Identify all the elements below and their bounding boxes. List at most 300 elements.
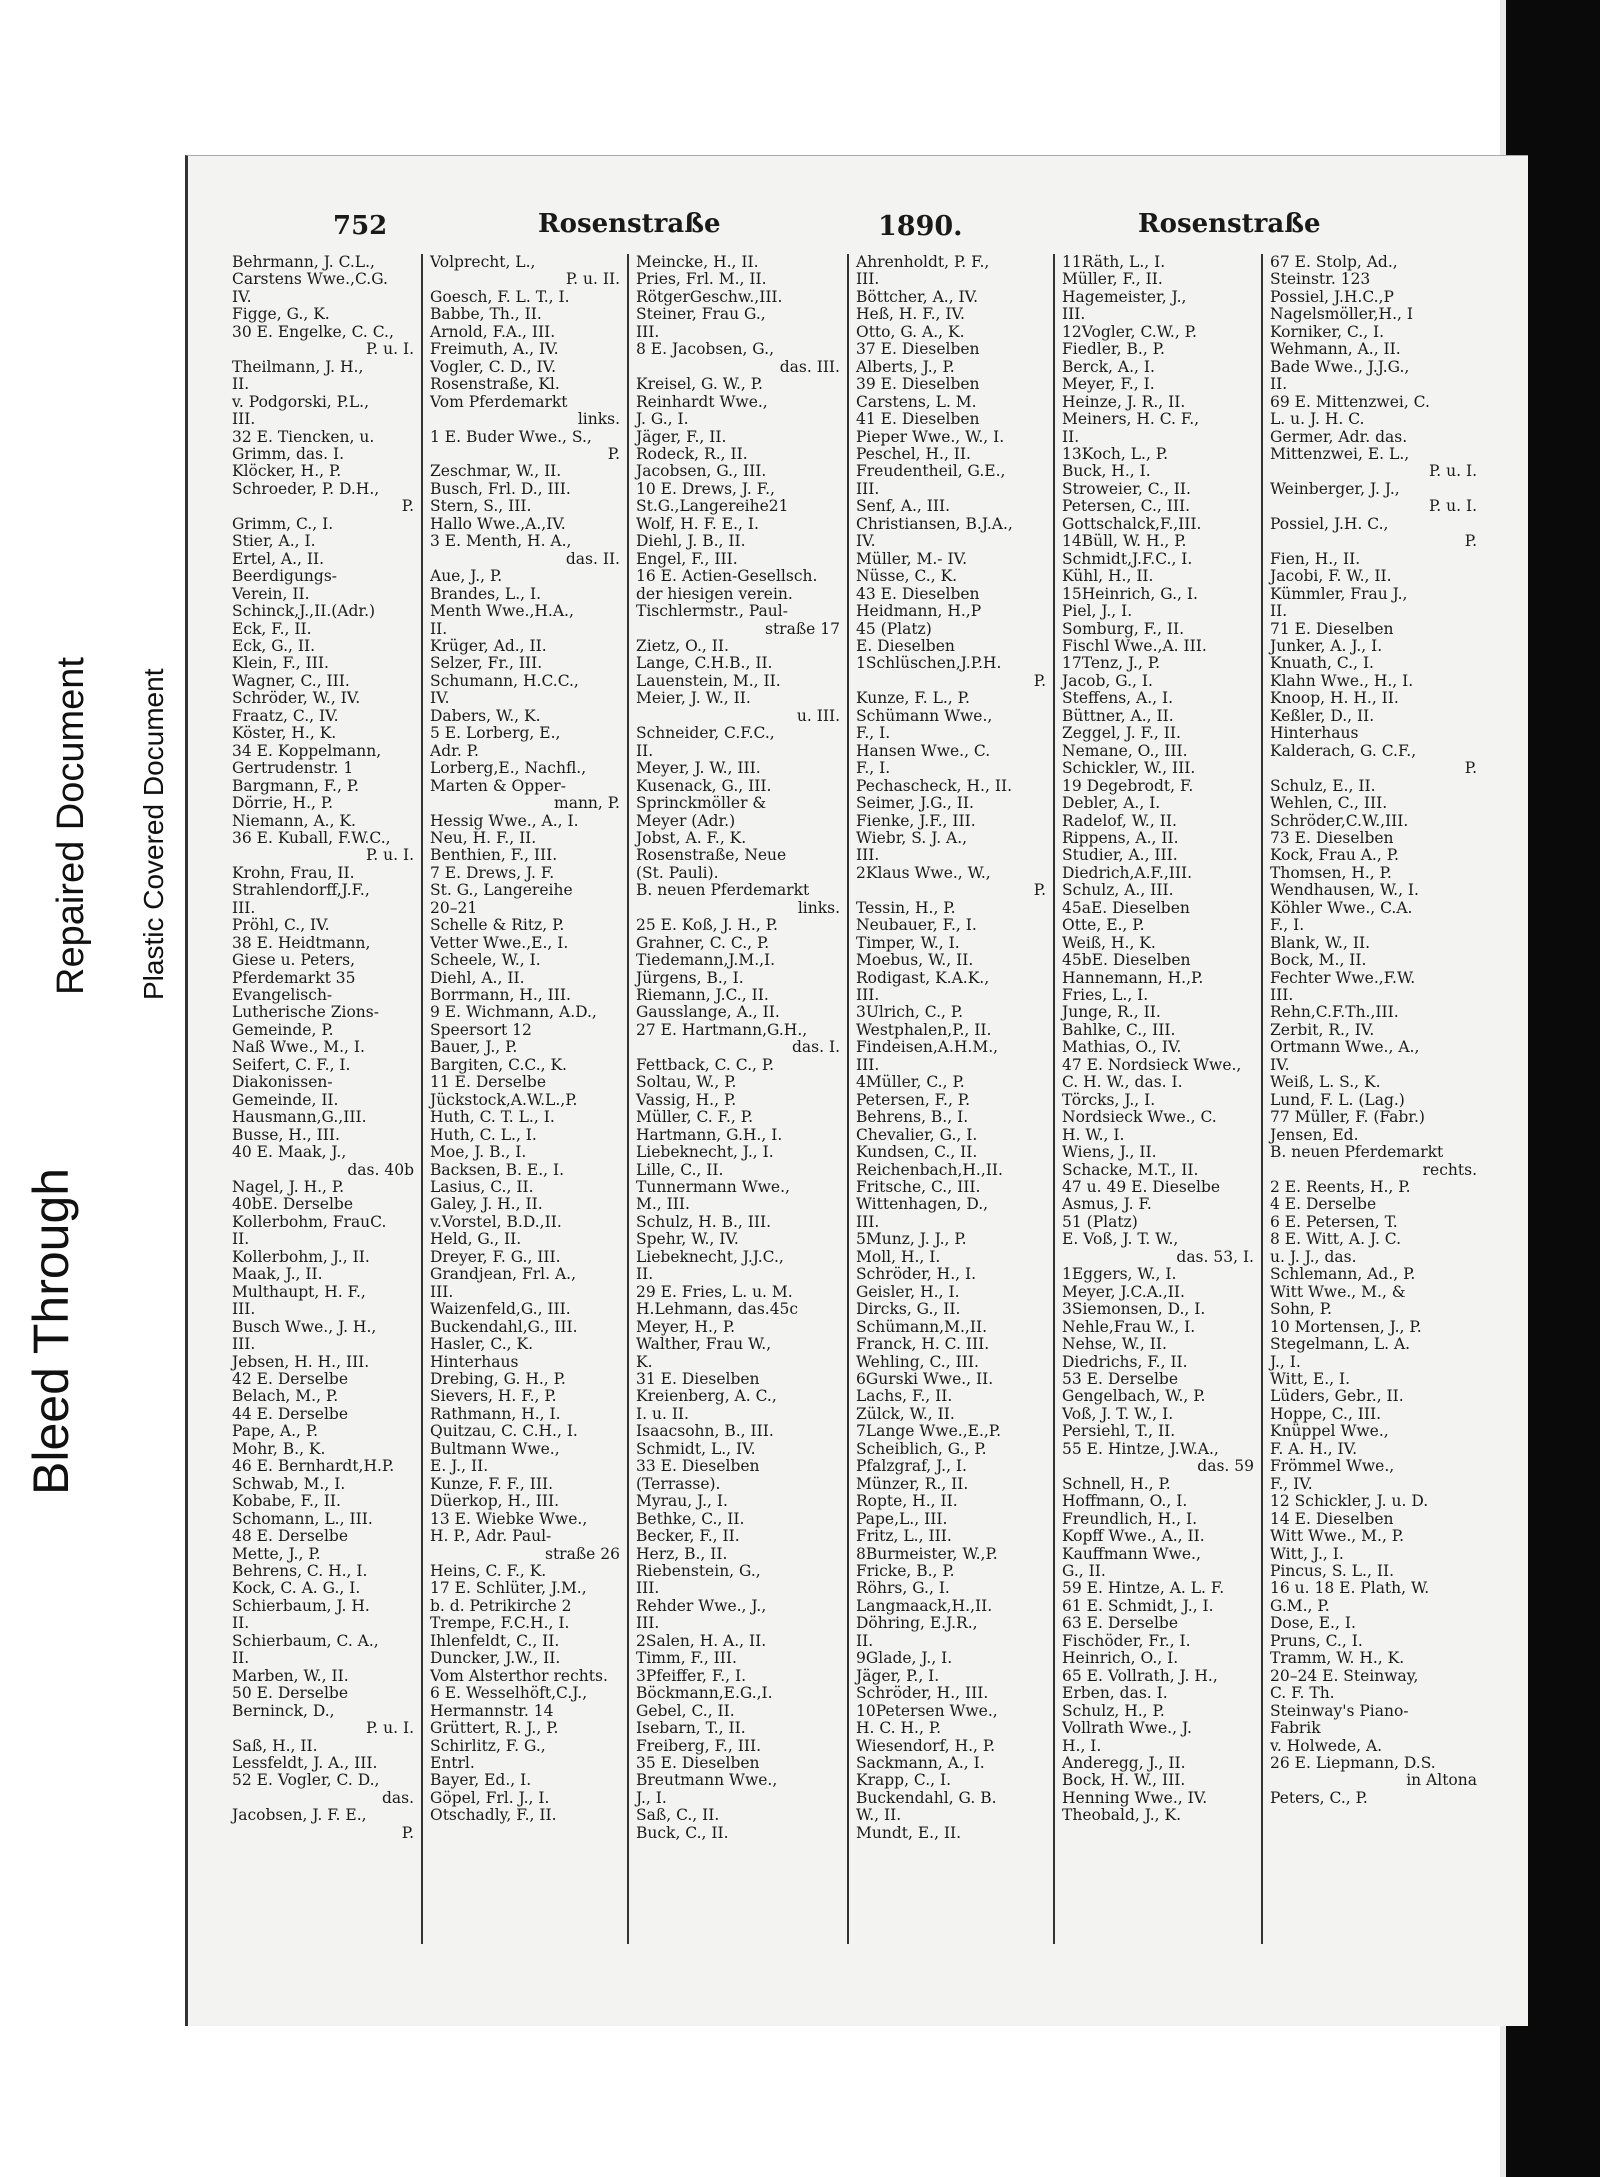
directory-entry: Beerdigungs- [232,567,338,586]
directory-entry: Jacob, G., I. [1062,671,1153,690]
directory-entry: H. W., I. [1062,1125,1125,1144]
directory-entry: 17 E. Schlüter, J.M., [430,1579,587,1598]
directory-entry: Krapp, C., I. [856,1771,952,1790]
directory-entry: Hannemann, H.,P. [1062,968,1204,987]
directory-entry: Schwab, M., I. [232,1474,346,1493]
directory-entry: W., II. [856,1806,902,1825]
directory-entry: 48 E. Derselbe [232,1527,349,1546]
directory-entry: Freimuth, A., IV. [430,340,559,359]
directory-entry: Theilmann, J. H., [232,357,364,376]
directory-entry: Somburg, F., II. [1062,619,1185,638]
directory-entry: Wiens, J., II. [1062,1143,1157,1162]
directory-entry: Knuath, C., I. [1270,654,1374,673]
directory-entry: Hinterhaus [430,1352,519,1371]
directory-entry: Müller, C. F., P. [636,1108,753,1127]
directory-entry: Köster, H., K. [232,724,337,743]
directory-entry: Thomsen, H., P. [1270,863,1392,882]
directory-entry: 39 E. Dieselben [856,375,980,394]
directory-entry: II. [1270,602,1288,621]
directory-entry: Dircks, G., II. [856,1300,961,1319]
directory-entry: Kobabe, F., II. [232,1492,341,1511]
directory-entry: 53 E. Derselbe [1062,1370,1179,1388]
directory-entry: II. [1270,375,1288,394]
directory-entry: Vom Pferdemarkt [430,392,568,411]
directory-entry: Diakonissen- [232,1073,333,1092]
directory-entry: Schümann,M.,II. [856,1317,987,1336]
directory-entry: Pries, Frl. M., II. [636,270,767,289]
directory-entry: Wagner, C., III. [232,671,350,690]
directory-entry: Fiedler, B., P. [1062,340,1165,359]
directory-entry: Debler, A., I. [1062,794,1161,813]
directory-entry: Fricke, B., P. [856,1561,955,1580]
directory-entry: Meyer, J. W., III. [636,759,761,778]
directory-entry: 6 E. Petersen, T. [1270,1212,1398,1231]
directory-entry: Pröhl, C., IV. [232,916,330,935]
directory-entry: Findeisen,A.H.M., [856,1038,999,1057]
directory-entry: 13 E. Wiebke Wwe., [430,1509,588,1528]
directory-entry: Breutmann Wwe., [636,1771,778,1790]
directory-entry: 8 E. Jacobsen, G., [636,340,774,359]
directory-entry: Schröder, W., IV. [232,689,361,708]
directory-entry: Vom Alsterthor rechts. [430,1666,608,1685]
directory-entry: 67 E. Stolp, Ad., [1270,254,1398,271]
directory-entry: Seimer, J.G., II. [856,794,974,813]
directory-entry: Pape, A., P. [232,1422,319,1441]
directory-entry: Rathmann, H., I. [430,1404,561,1423]
directory-entry: 10 E. Drews, J. F., [636,479,775,498]
directory-entry: II. [232,1230,250,1249]
directory-entry: P. u. I. [365,340,414,359]
directory-entry: Schneider, C.F.C., [636,724,775,743]
directory-entry: Schröder, H., I. [856,1265,977,1284]
directory-entry: Heinze, J. R., II. [1062,392,1186,411]
directory-entry: E. Dieselben [856,636,955,655]
directory-entry: Lille, C., II. [636,1160,724,1179]
directory-entry: Wehmann, A., II. [1270,340,1401,359]
directory-entry: 45aE. Dieselben [1062,898,1190,917]
directory-entry: Possiel, J.H. C., [1270,514,1389,533]
directory-entry: III. [856,479,880,498]
directory-entry: Junker, A. J., I. [1270,636,1383,655]
directory-entry: in Altona [1406,1771,1477,1790]
directory-entry: K. [636,1352,653,1371]
directory-entry: Soltau, W., P. [636,1073,737,1092]
directory-entry: C. F. Th. [1270,1684,1335,1703]
directory-entry: Kock, C. A. G., I. [232,1579,361,1598]
directory-entry: Büttner, A., II. [1062,706,1174,725]
directory-entry: Bethke, C., II. [636,1509,745,1528]
directory-entry: das. I. [791,1038,840,1057]
directory-entry: Kauffmann Wwe., [1062,1544,1201,1563]
directory-entry: C. H. W., das. I. [1062,1073,1183,1092]
directory-entry: 52 E. Vogler, C. D., [232,1771,380,1790]
directory-entry: Aue, J., P. [430,567,503,586]
directory-entry: 13Koch, L., P. [1062,444,1169,463]
directory-entry: Mittenzwei, E. L., [1270,444,1410,463]
directory-entry: Bock, H. W., III. [1062,1771,1186,1790]
directory-entry: 3Ulrich, C., P. [856,1003,964,1022]
directory-entry: Steinway's Piano- [1270,1701,1409,1720]
page-number: 752 [333,211,388,241]
directory-entry: G., II. [1062,1561,1106,1580]
directory-entry: 7 E. Drews, J. F. [430,863,555,882]
page-header [188,211,1528,251]
directory-entry: Chevalier, G., I. [856,1125,978,1144]
directory-entry: Schröder,C.W.,III. [1270,811,1409,830]
directory-entry: Peschel, H., II. [856,444,971,463]
directory-entry: 31 E. Dieselben [636,1370,760,1388]
directory-entry: Lüders, Gebr., II. [1270,1387,1404,1406]
directory-entry: Schmidt,J.F.C., I. [1062,549,1193,568]
directory-entry: P. [401,497,414,516]
directory-entry: Keßler, D., II. [1270,706,1375,725]
directory-entry: Marben, W., II. [232,1666,349,1685]
directory-entry: Carstens, L. M. [856,392,977,411]
directory-entry: Fien, H., II. [1270,549,1361,568]
directory-entry: Schulz, H. B., III. [636,1212,772,1231]
directory-entry: Buck, H., I. [1062,462,1151,481]
directory-entry: Pieper Wwe., W., I. [856,427,1005,446]
directory-entry: Steffens, A., I. [1062,689,1174,708]
directory-entry: Busch, Frl. D., III. [430,479,571,498]
directory-entry: Waizenfeld,G., III. [430,1300,571,1319]
directory-entry: J., I. [636,1788,667,1807]
directory-entry: Wolf, H. F. E., I. [636,514,759,533]
directory-entry: Schierbaum, C. A., [232,1631,379,1650]
directory-entry: Fabrik [1270,1719,1321,1738]
directory-entry: Riebenstein, G., [636,1561,761,1580]
directory-entry: G.M., P. [1270,1596,1330,1615]
directory-entry: Kreienberg, A. C., [636,1387,777,1406]
directory-entry: straße 26 [544,1544,620,1563]
directory-entry: Meiners, H. C. F., [1062,410,1200,429]
directory-entry: u. J. J., das. [1270,1247,1357,1266]
directory-entry: 7Lange Wwe.,E.,P. [856,1422,1002,1441]
directory-entry: Hasler, C., K. [430,1335,533,1354]
directory-entry: 20–24 E. Steinway, [1270,1666,1419,1685]
directory-entry: Schnell, H., P. [1062,1474,1171,1493]
directory-entry: 27 E. Hartmann,G.H., [636,1020,808,1039]
directory-entry: II. [232,1614,250,1633]
directory-entry: Belach, M., P. [232,1387,339,1406]
directory-entry: Rehder Wwe., J., [636,1596,767,1615]
directory-entry: Brandes, L., I. [430,584,542,603]
directory-entry: Nagelsmöller,H., I [1270,305,1413,324]
directory-entry: das. 53, I. [1176,1247,1254,1266]
directory-entry: Mette, J., P. [232,1544,321,1563]
directory-entry: L. u. J. H. C. [1270,410,1365,429]
directory-entry: III. [1062,305,1086,324]
directory-entry: H. C. H., P. [856,1719,942,1738]
directory-entry: Bargiten, C.C., K. [430,1055,567,1074]
directory-entry: Geisler, H., I. [856,1282,960,1301]
directory-entry: Döhring, E.J.R., [856,1614,978,1633]
directory-entry: Henning Wwe., IV. [1062,1788,1208,1807]
directory-entry: Dose, E., I. [1270,1614,1356,1633]
directory-entry: Fritz, L., III. [856,1527,952,1546]
directory-entry: Lorberg,E., Nachfl., [430,759,587,778]
directory-entry: Freundlich, H., I. [1062,1509,1198,1528]
directory-entry: J. G., I. [636,410,689,429]
directory-entry: M., III. [636,1195,690,1214]
directory-entry: 15Heinrich, G., I. [1062,584,1198,603]
directory-entry: Schumann, H.C.C., [430,671,579,690]
directory-entry: Scheele, W., I. [430,951,541,970]
directory-entry: Schulz, H., P. [1062,1701,1165,1720]
directory-entry: Jacobsen, G., III. [636,462,767,481]
directory-entry: Pechascheck, H., II. [856,776,1012,795]
directory-entry: Fechter Wwe.,F.W. [1270,968,1416,987]
directory-entry: Piel, J., I. [1062,602,1133,621]
directory-entry: Moebus, W., II. [856,951,974,970]
directory-entry: Otschadly, F., II. [430,1806,557,1825]
directory-entry: III. [1270,986,1294,1005]
directory-entry: Kümmler, Frau J., [1270,584,1408,603]
directory-entry: Gengelbach, W., P. [1062,1387,1206,1406]
directory-entry: Herz, B., II. [636,1544,728,1563]
directory-entry: 4Müller, C., P. [856,1073,965,1092]
directory-entry: Frömmel Wwe., [1270,1457,1395,1476]
directory-entry: Otte, E., P. [1062,916,1145,935]
directory-entry: Diehl, J. B., II. [636,532,746,551]
directory-entry: Liebeknecht, J.J.C., [636,1247,784,1266]
directory-entry: Nüsse, C., K. [856,567,958,586]
directory-entry: Rodigast, K.A.K., [856,968,990,987]
directory-entry: Heins, C. F., K. [430,1561,547,1580]
directory-entry: III. [232,410,256,429]
directory-entry: Diehl, A., II. [430,968,525,987]
directory-entry: Neubauer, F., I. [856,916,977,935]
directory-entry: 3Siemonsen, D., I. [1062,1300,1206,1319]
directory-entry: 36 E. Kuball, F.W.C., [232,828,391,847]
directory-entry: 5Munz, J. J., P. [856,1230,967,1249]
directory-entry: Steiner, Frau G., [636,305,766,324]
directory-entry: Senf, A., III. [856,497,951,516]
directory-entry: v. Podgorski, P.L., [232,392,370,411]
directory-entry: RötgerGeschw.,III. [636,287,783,306]
directory-entry: Klahn Wwe., H., I. [1270,671,1414,690]
directory-entry: Wehling, C., III. [856,1352,979,1371]
directory-entry: Maak, J., II. [232,1265,323,1284]
directory-entry: III. [856,1055,880,1074]
directory-entry: Adr. P. [430,741,479,760]
directory-entry: der hiesigen verein. [636,584,793,603]
directory-entry: Fries, L., I. [1062,986,1149,1005]
directory-entry: 3 E. Menth, H. A., [430,532,572,551]
directory-entry: Nehle,Frau W., I. [1062,1317,1196,1336]
directory-entry: P. [607,444,620,463]
directory-entry: P. u. I. [1428,462,1477,481]
directory-entry: Freudentheil, G.E., [856,462,1006,481]
directory-entry: Busch Wwe., J. H., [232,1317,377,1336]
directory-entry: Korniker, C., I. [1270,322,1385,341]
directory-entry: Pruns, C., I. [1270,1631,1363,1650]
directory-entry: St. G., Langereihe [430,881,573,900]
directory-entry: Voß, J. T. W., I. [1062,1404,1174,1423]
directory-entry: 6 E. Wesselhöft,C.J., [430,1684,588,1703]
directory-entry: Jäger, F., II. [636,427,727,446]
directory-entry: Anderegg, J., II. [1062,1753,1186,1772]
directory-entry: Studier, A., III. [1062,846,1178,865]
directory-entry: Schacke, M.T., II. [1062,1160,1199,1179]
directory-entry: III. [636,1579,660,1598]
directory-entry: III. [856,986,880,1005]
directory-entry: P. [401,1823,414,1842]
directory-entry: 32 E. Tiencken, u. [232,427,375,446]
directory-entry: Kunze, F. F., III. [430,1474,554,1493]
directory-entry: 5 E. Lorberg, E., [430,724,561,743]
directory-entry: Ertel, A., II. [232,549,325,568]
directory-entry: Saß, H., II. [232,1736,318,1755]
directory-entry: 8 E. Witt, A. J. C. [1270,1230,1402,1249]
directory-entry: Stegelmann, L. A. [1270,1335,1411,1354]
directory-entry: Figge, G., K. [232,305,330,324]
directory-entry: 59 E. Hintze, A. L. F. [1062,1579,1225,1598]
directory-entry: das. II. [565,549,620,568]
plastic-covered-label: Plastic Covered Document [138,668,169,1000]
directory-entry: Schierbaum, J. H. [232,1596,370,1615]
directory-entry: II. [856,1631,874,1650]
directory-entry: B. neuen Pferdemarkt [636,881,810,900]
column-2 [426,254,624,1944]
directory-entry: Ortmann Wwe., A., [1270,1038,1420,1057]
directory-entry: Myrau, J., I. [636,1492,728,1511]
directory-entry: Krohn, Frau, II. [232,863,355,882]
running-head-left: Rosenstraße [538,209,721,239]
directory-entry: 8Burmeister, W.,P. [856,1544,998,1563]
column-6 [1266,254,1481,1944]
directory-entry: Diedrich,A.F.,III. [1062,863,1193,882]
directory-entry: Eck, F., II. [232,619,312,638]
directory-entry: 16 E. Actien-Gesellsch. [636,567,818,586]
directory-entry: Kollerbohm, FrauC. [232,1212,387,1231]
page-year: 1890. [878,211,963,242]
directory-entry: Bultmann Wwe., [430,1439,560,1458]
directory-entry: Stern, S., III. [430,497,532,516]
directory-entry: Schinck,J.,II.(Adr.) [232,602,376,621]
directory-entry: Müller, M.- IV. [856,549,967,568]
directory-entry: Meyer, H., P. [636,1317,736,1336]
directory-entry: (St. Pauli). [636,863,719,882]
directory-entry: 26 E. Liepmann, D.S. [1270,1753,1436,1772]
running-head-right: Rosenstraße [1138,209,1321,239]
directory-entry: 1Eggers, W., I. [1062,1265,1177,1284]
directory-entry: Schmidt, L., IV. [636,1439,756,1458]
directory-entry: Petersen, C., III. [1062,497,1191,516]
directory-entry: Grandjean, Frl. A., [430,1265,577,1284]
directory-entry: Galey, J. H., II. [430,1195,543,1214]
directory-entry: Hartmann, G.H., I. [636,1125,783,1144]
directory-entry: Steinstr. 123 [1270,270,1371,289]
column-divider [421,254,423,1944]
directory-entry: Hoppe, C., III. [1270,1404,1382,1423]
directory-entry: II. [232,1649,250,1668]
directory-entry: Weiß, L. S., K. [1270,1073,1381,1092]
directory-entry: Ihlenfeldt, C., II. [430,1631,560,1650]
directory-entry: Blank, W., II. [1270,933,1370,952]
directory-entry: b. d. Petrikirche 2 [430,1596,572,1615]
directory-entry: Fienke, J.F., III. [856,811,976,830]
directory-entry: Heß, H. F., IV. [856,305,965,324]
directory-entry: Schelle & Ritz, P. [430,916,565,935]
directory-entry: Nemane, O., III. [1062,741,1188,760]
directory-entry: Sackmann, A., I. [856,1753,985,1772]
directory-entry: Fraatz, C., IV. [232,706,339,725]
directory-entry: 46 E. Bernhardt,H.P. [232,1457,395,1476]
directory-entry: III. [856,846,880,865]
directory-entry: Bauer, J., P. [430,1038,518,1057]
directory-entry: IV. [856,532,876,551]
directory-entry: III. [430,1282,454,1301]
directory-entry: 43 E. Dieselben [856,584,980,603]
directory-entry: P. u. I. [365,846,414,865]
directory-entry: Schlemann, Ad., P. [1270,1265,1416,1284]
directory-entry: Benthien, F., III. [430,846,558,865]
directory-entry: Jobst, A. F., K. [636,828,747,847]
directory-entry: Isebarn, T., II. [636,1719,746,1738]
directory-entry: Dörrie, H., P. [232,794,334,813]
directory-entry: Vetter Wwe.,E., I. [430,933,569,952]
directory-entry: Tischlermstr., Paul- [636,602,788,621]
directory-entry: IV. [1270,1055,1290,1074]
directory-entry: Naß Wwe., M., I. [232,1038,365,1057]
directory-entry: I. u. II. [636,1404,689,1423]
directory-entry: Kunze, F. L., P. [856,689,970,708]
directory-entry: Spehr, W., IV. [636,1230,739,1249]
directory-entry: Dabers, W., K. [430,706,541,725]
directory-entry: 10Petersen Wwe., [856,1701,998,1720]
directory-entry: Jacobi, F. W., II. [1270,567,1392,586]
directory-entry: Babbe, Th., II. [430,305,542,324]
directory-entry: 51 (Platz) [1062,1212,1138,1231]
directory-entry: Theobald, J., K. [1062,1806,1182,1825]
directory-entry: Bargmann, F., P. [232,776,360,795]
directory-entry: 37 E. Dieselben [856,340,980,359]
directory-entry: Vassig, H., P. [636,1090,737,1109]
directory-entry: Jacobsen, J. F. E., [232,1806,367,1825]
directory-entry: 61 E. Schmidt, J., I. [1062,1596,1214,1615]
directory-entry: 69 E. Mittenzwei, C. [1270,392,1430,411]
directory-entry: Witt Wwe., M., & [1270,1282,1406,1301]
directory-entry: Jückstock,A.W.L.,P. [430,1090,578,1109]
directory-entry: 30 E. Engelke, C. C., [232,322,394,341]
directory-entry: Gausslange, A., II. [636,1003,780,1022]
directory-entry: 4 E. Derselbe [1270,1195,1377,1214]
directory-entry: Timper, W., I. [856,933,960,952]
directory-entry: Tunnermann Wwe., [636,1178,790,1197]
directory-entry: 17Tenz, J., P. [1062,654,1161,673]
directory-entry: Rosenstraße, Neue [636,846,787,865]
directory-entry: Fischl Wwe.,A. III. [1062,636,1207,655]
directory-entry: Heidmann, H.,P [856,602,982,621]
directory-entry: Gemeinde, II. [232,1090,339,1109]
directory-entry: Tessin, H., P. [856,898,956,917]
directory-entry: Reinhardt Wwe., [636,392,768,411]
directory-entry: 12 Schickler, J. u. D. [1270,1492,1429,1511]
directory-entry: Lange, C.H.B., II. [636,654,773,673]
directory-entry: Niemann, A., K. [232,811,356,830]
directory-entry: F., I. [856,759,891,778]
directory-entry: Jäger, P., I. [856,1666,940,1685]
directory-entry: Arnold, F.A., III. [430,322,556,341]
directory-entry: 14 E. Dieselben [1270,1509,1394,1528]
directory-entry: Buckendahl,G., III. [430,1317,578,1336]
directory-entry: Lasius, C., II. [430,1178,534,1197]
directory-entry: Klein, F., III. [232,654,329,673]
directory-entry: Schroeder, P. D.H., [232,479,380,498]
directory-page [185,155,1528,2026]
directory-entry: Kock, Frau A., P. [1270,846,1399,865]
